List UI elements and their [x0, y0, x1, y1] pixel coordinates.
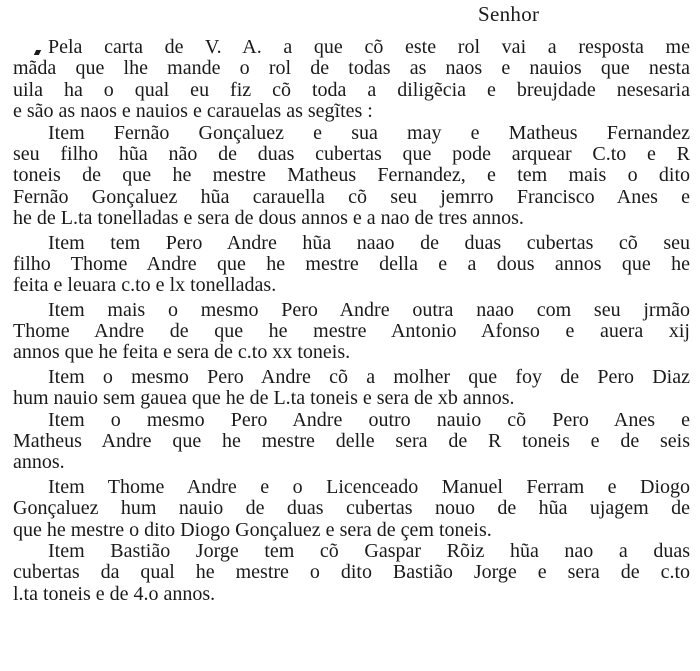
text-line: Item o mesmo Pero Andre outro nauio cõ Pero Anes e: [48, 408, 690, 431]
text-line: Matheus Andre que he mestre delle sera de R toneis e de seis: [13, 430, 690, 453]
text-line: Fernão Gonçaluez hũa carauella cõ seu jemrro Francisco Anes e: [13, 185, 690, 208]
text-line: Item Fernão Gonçaluez e sua may e Matheus Fernandez: [48, 121, 690, 144]
text-line: toneis de que he mestre Matheus Fernandez, e tem mais o dito: [13, 164, 690, 187]
text-line: mãda que lhe mande o rol de todas as naos e nauios que nesta: [13, 57, 690, 80]
text-line: Item Thome Andre e o Licenceado Manuel Ferram e Diogo: [48, 475, 690, 498]
salutation-heading: Senhor: [478, 2, 540, 26]
text-line: filho Thome Andre que he mestre della e a dous annos que he: [13, 252, 690, 275]
text-line: seu filho hũa não de duas cubertas que pode arquear C.to e R: [13, 142, 690, 165]
text-line: Thome Andre de que he mestre Antonio Afonso e auera xij: [13, 320, 690, 343]
text-line: cubertas da qual he mestre o dito Bastião Jorge e sera de c.to: [13, 561, 690, 584]
text-line: l.ta toneis e de 4.o annos.: [13, 582, 216, 605]
text-line: annos que he feita e sera de c.to xx toneis.: [13, 341, 351, 364]
letter-body: [13, 37, 690, 605]
text-line: Item tem Pero Andre hũa naao de duas cubertas cõ seu: [48, 231, 690, 254]
text-line: que he mestre o dito Diogo Gonçaluez e sera de çem toneis.: [13, 518, 492, 541]
text-line: Item mais o mesmo Pero Andre outra naao com seu jrmão: [48, 298, 690, 321]
text-line: annos.: [13, 451, 65, 474]
text-line: hum nauio sem gauea que he de L.ta toneis e sera de xb annos.: [13, 387, 515, 410]
text-line: feita e leuara c.to e lx tonelladas.: [13, 274, 277, 297]
text-line: Pela carta de V. A. a que cõ este rol vai a resposta me: [48, 36, 690, 58]
text-line: uila ha o qual eu fiz cõ toda a diligẽcia e breujdade nesesaria: [13, 78, 690, 101]
text-line: Gonçaluez hum nauio de duas cubertas nouo de hũa ujagem de: [13, 497, 690, 520]
text-line: e são as naos e nauios e carauelas as segĩtes :: [13, 100, 373, 123]
text-line: Item o mesmo Pero Andre cõ a molher que foy de Pero Diaz: [48, 365, 690, 388]
text-line: Item Bastião Jorge tem cõ Gaspar Rõiz hũa nao a duas: [48, 539, 690, 562]
text-line: he de L.ta tonelladas e sera de dous annos e a nao de tres annos.: [13, 207, 524, 230]
